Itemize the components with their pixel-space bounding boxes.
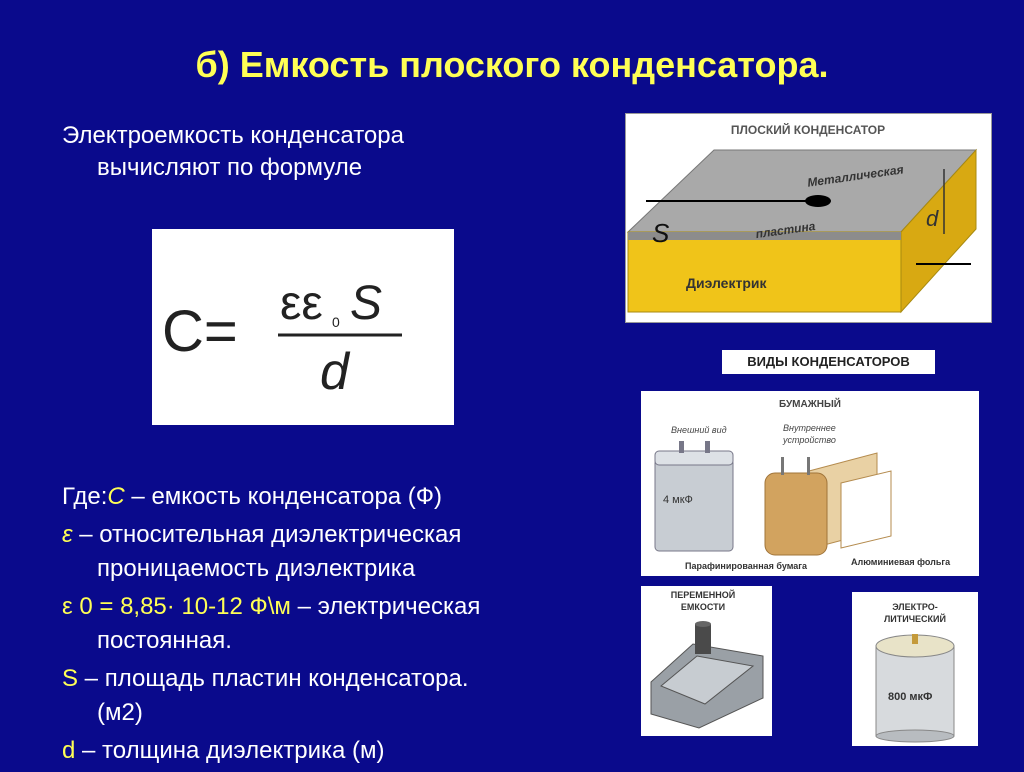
tuning-shaft-top	[695, 621, 711, 627]
paper-capacitor-value: 4 мкФ	[663, 494, 693, 506]
electrolytic-header-1: ЭЛЕКТРО-	[892, 602, 938, 612]
variable-capacitor-graphic	[641, 586, 772, 736]
formula-epsilon: εε	[280, 277, 323, 330]
definition-symbol: ε	[62, 521, 73, 548]
electrolytic-capacitor-illustration	[852, 592, 978, 746]
paper-capacitor-graphic	[641, 391, 979, 576]
formula-graphic	[152, 229, 454, 425]
inner-label-2: устройство	[783, 435, 836, 445]
intro-line-1: Электроемкость конденсатора	[62, 122, 404, 149]
paper-capacitor-header: БУМАЖНЫЙ	[779, 399, 841, 410]
definition-symbol: d	[62, 737, 76, 764]
flat-capacitor-illustration	[625, 113, 992, 323]
area-label: S	[652, 218, 670, 248]
capacitor-types-label: ВИДЫ КОНДЕНСАТОРОВ	[722, 350, 935, 374]
intro-text	[62, 120, 404, 184]
electrolytic-capacitor-graphic	[852, 592, 978, 746]
outer-view-label: Внешний вид	[671, 425, 727, 435]
foil-label: Алюминиевая фольга	[851, 557, 951, 567]
dielectric-label: Диэлектрик	[686, 275, 767, 291]
electrolytic-header-2: ЛИТИЧЕСКИЙ	[883, 614, 947, 624]
roll-lead	[781, 457, 784, 475]
definition-text: – толщина диэлектрика (м)	[75, 737, 385, 764]
definition-symbol: ε 0 = 8,85· 10-12 Ф\м	[62, 593, 291, 620]
thickness-label: d	[926, 206, 939, 231]
definition-epsilon0	[62, 590, 582, 658]
definition-continuation: постоянная.	[97, 627, 232, 654]
definition-epsilon	[62, 518, 582, 586]
tuning-shaft	[695, 624, 711, 654]
definition-prefix: Где:	[62, 483, 108, 510]
electrolytic-terminal	[912, 634, 918, 644]
slide-title: б) Емкость плоского конденсатора.	[195, 44, 829, 85]
flat-capacitor-header: ПЛОСКИЙ КОНДЕНСАТОР	[730, 123, 886, 137]
inner-label-1: Внутреннее	[783, 423, 836, 433]
intro-line-2: вычисляют по формуле	[97, 154, 363, 181]
definition-symbol: S	[62, 665, 79, 692]
formula-subscript: 0	[332, 314, 340, 330]
definition-d	[62, 734, 582, 768]
variable-capacitor-illustration	[641, 586, 772, 736]
definitions-list	[62, 480, 582, 772]
plate-label-2: пластина	[754, 218, 817, 242]
paper-capacitor-lid	[655, 451, 733, 465]
paper-capacitor-pin	[679, 441, 684, 453]
capacitance-formula	[152, 229, 454, 425]
paper-label: Парафинированная бумага	[685, 561, 808, 571]
formula-area: S	[350, 277, 383, 330]
definition-c	[62, 480, 582, 514]
paper-capacitor-illustration	[641, 391, 979, 576]
electrolytic-bottom	[876, 730, 954, 742]
variable-capacitor-header-2: ЕМКОСТИ	[680, 602, 726, 612]
formula-distance: d	[320, 343, 349, 401]
electrolytic-value: 800 мкФ	[888, 691, 933, 703]
plate-contact	[805, 195, 831, 207]
definition-s	[62, 662, 582, 730]
definition-continuation: (м2)	[97, 699, 143, 726]
flat-capacitor-graphic	[626, 114, 991, 322]
foil-sheet	[841, 471, 891, 548]
paper-capacitor-pin	[705, 441, 710, 453]
definition-text: – площадь пластин конденсатора.	[78, 665, 469, 692]
variable-capacitor-header-1: ПЕРЕМЕННОЙ	[670, 590, 736, 600]
formula-lhs: C=	[162, 299, 238, 364]
definition-text: – относительная диэлектрическая	[72, 521, 462, 548]
paper-roll	[765, 473, 827, 555]
definition-text: – электрическая	[290, 593, 481, 620]
definition-text: – емкость конденсатора (Ф)	[124, 483, 443, 510]
plate-label-1: Металлическая	[806, 162, 905, 190]
definition-continuation: проницаемость диэлектрика	[97, 555, 416, 582]
roll-lead	[807, 457, 810, 475]
definition-symbol: C	[107, 483, 125, 510]
